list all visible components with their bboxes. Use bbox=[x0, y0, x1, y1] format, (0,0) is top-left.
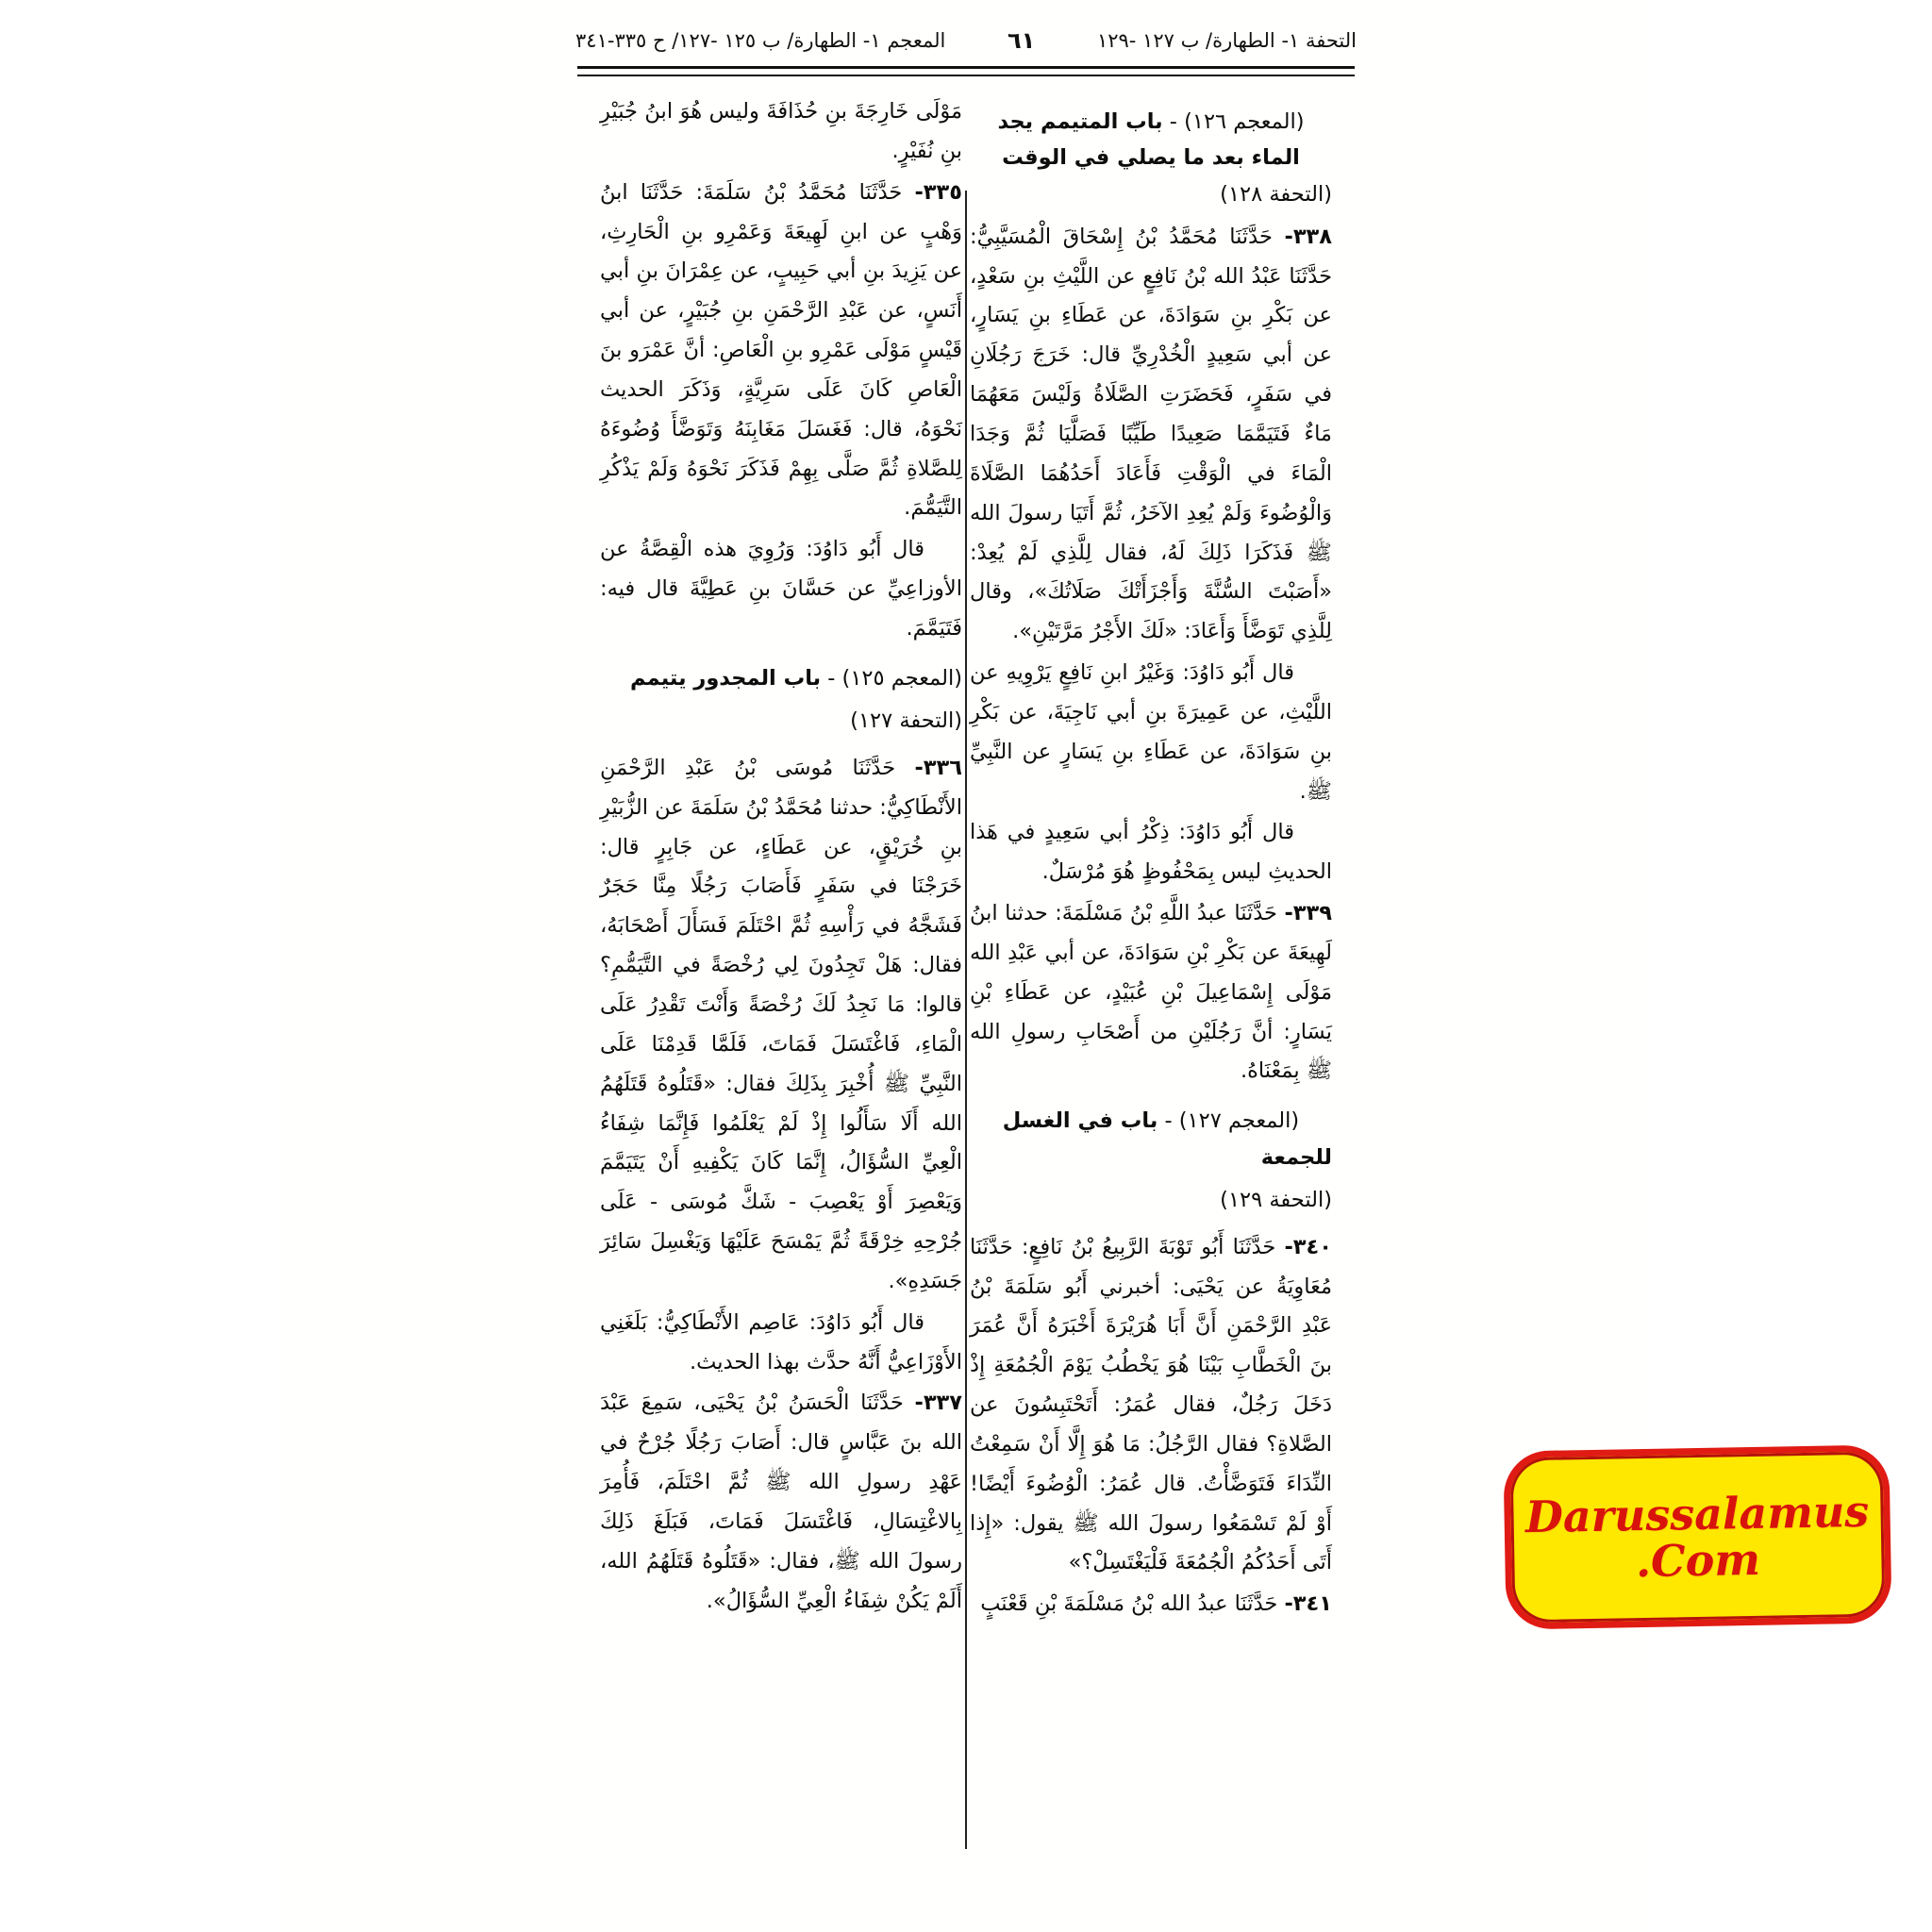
hadith-text: حَدَّثَنَا مُحَمَّدُ بْنُ سَلَمَةَ: حَدَّثَنَا ابنُ وَهْبٍ عن ابنِ لَهِيعَةَ وَعَمْرِو بنِ الْحَارِثِ، عن يَزِيدَ بنِ أبي حَبِيبٍ، عن عِمْرَانَ بنِ أبي أَنَسٍ، عن عَبْدِ الرَّحْمَنِ بنِ جُبَيْرٍ، عن أبي قَيْسٍ مَوْلَى عَمْرِو بنِ الْعَاصِ: أنَّ عَمْرَو بنَ الْعَاصِ كَانَ عَلَى سَرِيَّةٍ، وَذَكَرَ الحديث نَحْوَهُ، قال: فَغَسَلَ مَغَابِنَهُ وَتَوَضَّأَ وُضُوءَهُ لِلصَّلاةِ ثُمَّ صَلَّى بِهِمْ فَذَكَرَ نَحْوَهُ وَلَمْ يَذْكُرِ التَّيَمُّمَ. bbox=[600, 179, 962, 521]
column-right bbox=[583, 92, 966, 1894]
chapter-sub-reference: (التحفة ١٢٨) bbox=[1220, 181, 1332, 207]
hadith-number: ٣٣٧- bbox=[914, 1391, 963, 1416]
header-rule bbox=[577, 66, 1355, 76]
chapter-prefix: (المعجم ١٢٦) - bbox=[1169, 109, 1305, 134]
watermark-line-1: Darussalamus bbox=[1524, 1486, 1870, 1543]
hadith-text: حَدَّثَنَا مُحَمَّدُ بْنُ إِسْحَاقَ الْمُسَيَّبِيُّ: حَدَّثَنَا عَبْدُ الله بْنُ نَافِعٍ عن اللَّيْثِ بنِ سَعْدٍ، عن بَكْرِ بنِ سَوَادَةَ، عن عَطَاءِ بنِ يَسَارٍ، عن أبي سَعِيدٍ الْخُدْرِيِّ قال: خَرَجَ رَجُلَانِ في سَفَرٍ، فَحَضَرَتِ الصَّلَاةُ وَلَيْسَ مَعَهُمَا مَاءٌ فَتَيَمَّمَا صَعِيدًا طَيِّبًا فَصَلَّيَا ثُمَّ وَجَدَا الْمَاءَ في الْوَقْتِ فَأَعَادَ أَحَدُهُمَا الصَّلَاةَ وَالْوُضُوءَ وَلَمْ يُعِدِ الآخَرُ، ثُمَّ أَتَيَا رسولَ الله ﷺ فَذَكَرَا ذَلِكَ لَهُ، فقال لِلَّذِي لَمْ يُعِدْ: «أَصَبْتَ السُّنَّةَ وَأَجْزَأَتْكَ صَلَاتُكَ»، وقال لِلَّذِي تَوَضَّأَ وَأَعَادَ: «لَكَ الأَجْرُ مَرَّتَيْنِ». bbox=[970, 224, 1332, 644]
chapter-prefix: (المعجم ١٢٥) - bbox=[827, 665, 962, 691]
hadith-number: ٣٤٠- bbox=[1284, 1234, 1332, 1259]
text-columns bbox=[583, 92, 1349, 1894]
header-left-reference: التحفة ١- الطهارة/ ب ١٢٧ -١٢٩ bbox=[1096, 29, 1357, 52]
commentary-paragraph: قال أَبُو دَاوُدَ: وَرُوِيَ هذه الْقِصَّةُ عن الأوزاعِيِّ عن حَسَّانَ بنِ عَطِيَّةَ قال فيه: فَتَيَمَّمَ. bbox=[600, 537, 962, 641]
chapter-title: باب المتيمم يجد الماء بعد ما يصلي في الوقت bbox=[997, 109, 1300, 171]
chapter-heading-126 bbox=[970, 104, 1332, 212]
hadith-entry bbox=[970, 1228, 1332, 1584]
hadith-entry bbox=[600, 749, 962, 1302]
hadith-number: ٣٣٨- bbox=[1284, 224, 1333, 249]
chapter-title: باب المجدور يتيمم bbox=[629, 665, 822, 691]
hadith-text: حَدَّثَنَا الْحَسَنُ بْنُ يَحْيَى، سَمِعَ عَبْدَ الله بنَ عَبَّاسٍ قال: أَصَابَ رَجُلًا جُرْحٌ في عَهْدِ رسولِ الله ﷺ ثُمَّ احْتَلَمَ، فَأُمِرَ بِالاغْتِسَالِ، فَاغْتَسَلَ فَمَاتَ، فَبَلَغَ ذَلِكَ رسولَ الله ﷺ، فقال: «قَتَلُوهُ قَتَلَهُمُ الله، أَلَمْ يَكُنْ شِفَاءُ الْعِيِّ السُّؤَالُ». bbox=[600, 1391, 962, 1613]
page-sheet bbox=[283, 0, 1870, 1932]
chapter-heading-127 bbox=[970, 1103, 1332, 1175]
commentary-paragraph: قال أَبُو دَاوُدَ: ذِكْرُ أبي سَعِيدٍ في هَذا الحديثِ ليس بِمَحْفُوظٍ هُوَ مُرْسَلٌ. bbox=[970, 820, 1332, 885]
header-right-reference: المعجم ١- الطهارة/ ب ١٢٥ -١٢٧/ ح ٣٣٥-٣٤١ bbox=[575, 29, 946, 52]
chapter-title: باب في الغسل للجمعة bbox=[1002, 1108, 1332, 1170]
watermark-text bbox=[1524, 1486, 1871, 1587]
hadith-entry bbox=[970, 894, 1332, 1091]
chapter-prefix: (المعجم ١٢٧) - bbox=[1164, 1108, 1300, 1134]
hadith-entry bbox=[970, 1585, 1332, 1624]
page-margin-left bbox=[0, 0, 283, 1932]
hadith-text: حَدَّثَنَا عبدُ الله بْنُ مَسْلَمَةَ بْنِ قَعْنَبٍ bbox=[980, 1591, 1278, 1617]
hadith-number: ٣٣٥- bbox=[914, 179, 962, 205]
hadith-text: حَدَّثَنَا أَبُو تَوْبَةَ الرَّبِيعُ بْنُ نَافِعٍ: حَدَّثَنَا مُعَاوِيَةُ عن يَحْيَى: أخبرني أَبُو سَلَمَةَ بْنُ عَبْدِ الرَّحْمَنِ أَنَّ أَبَا هُرَيْرَةَ أَخْبَرَهُ أَنَّ عُمَرَ بنَ الْخَطَّابِ بَيْنَا هُوَ يَخْطُبُ يَوْمَ الْجُمُعَةِ إِذْ دَخَلَ رَجُلٌ، فقال عُمَرُ: أَتَحْتَبِسُونَ عن الصَّلاةِ؟ فقال الرَّجُلُ: مَا هُوَ إِلَّا أَنْ سَمِعْتُ النِّدَاءَ فَتَوَضَّأْتُ. قال عُمَرُ: الْوُضُوءَ أَيْضًا! أَوْ لَمْ تَسْمَعُوا رسولَ الله ﷺ يقول: «إِذا أَتَى أَحَدُكُمُ الْجُمُعَةَ فَلْيَغْتَسِلْ؟» bbox=[970, 1234, 1332, 1575]
page-header bbox=[575, 21, 1357, 60]
hadith-entry bbox=[600, 174, 962, 529]
page-margin-right bbox=[1649, 0, 1932, 1932]
chapter-sub-reference: (التحفة ١٢٧) bbox=[850, 708, 962, 734]
hadith-entry bbox=[600, 1384, 962, 1621]
hadith-number: ٣٤١- bbox=[1284, 1591, 1332, 1617]
hadith-number: ٣٣٦- bbox=[914, 755, 962, 780]
chapter-sub-reference: (التحفة ١٢٩) bbox=[1220, 1187, 1332, 1212]
commentary-paragraph: قال أَبُو دَاوُدَ: وَغَيْرُ ابنِ نَافِعٍ يَرْوِيهِ عن اللَّيْثِ، عن عَمِيرَةَ بنِ أبي نَاجِيَةَ، عن بَكْرِ بنِ سَوَادَةَ، عن عَطَاءِ بنِ يَسَارٍ عن النَّبِيِّ ﷺ. bbox=[970, 660, 1332, 804]
column-divider bbox=[965, 191, 967, 1849]
column-left bbox=[966, 92, 1349, 1894]
hadith-text: حَدَّثَنَا عبدُ اللَّهِ بْنُ مَسْلَمَةَ: حدثنا ابنُ لَهِيعَةَ عن بَكْرِ بْنِ سَوَادَةَ، عن أبي عَبْدِ الله مَوْلَى إِسْمَاعِيلَ بْنِ عُبَيْدٍ، عن عَطَاءِ بْنِ يَسَارٍ: أنَّ رَجُلَيْنِ من أَصْحَابِ رسولِ الله ﷺ بِمَعْنَاهُ. bbox=[970, 901, 1332, 1084]
hadith-entry bbox=[970, 218, 1332, 652]
commentary-paragraph: قال أَبُو دَاوُدَ: عَاصِم الأَنْطَاكِيُّ: بَلَغَنِي الأَوْزَاعِيُّ أَنَّهُ حدَّث بهذا الحديث. bbox=[600, 1309, 962, 1374]
page-number: ٦١ bbox=[1008, 27, 1036, 54]
hadith-number: ٣٣٩- bbox=[1284, 901, 1332, 926]
hadith-text: حَدَّثَنَا مُوسَى بْنُ عَبْدِ الرَّحْمَنِ الأَنْطَاكِيُّ: حدثنا مُحَمَّدُ بْنُ سَلَمَةَ عن الزُّبَيْرِ بنِ خُرَيْقٍ، عن عَطَاءٍ، عن جَابِرٍ قال: خَرَجْنَا في سَفَرٍ فَأَصَابَ رَجُلًا مِنَّا حَجَرٌ فَشَجَّهُ في رَأْسِهِ ثُمَّ احْتَلَمَ فَسَأَلَ أَصْحَابَهُ، فقال: هَلْ تَجِدُونَ لِي رُخْصَةً في التَّيَمُّمِ؟ قالوا: مَا نَجِدُ لَكَ رُخْصَةً وَأَنْتَ تَقْدِرُ عَلَى الْمَاءِ، فَاغْتَسَلَ فَمَاتَ، فَلَمَّا قَدِمْنَا عَلَى النَّبِيِّ ﷺ أُخْبِرَ بِذَلِكَ فقال: «قَتَلُوهُ قَتَلَهُمُ الله أَلَا سَأَلُوا إِذْ لَمْ يَعْلَمُوا فَإِنَّمَا شِفَاءُ الْعِيِّ السُّؤَالُ، إِنَّمَا كَانَ يَكْفِيهِ أَنْ يَتَيَمَّمَ وَيَعْصِرَ أَوْ يَعْصِبَ - شَكَّ مُوسَى - عَلَى جُرْحِهِ خِرْقَةً ثُمَّ يَمْسَحَ عَلَيْهَا وَيَغْسِلَ سَائِرَ جَسَدِهِ». bbox=[600, 755, 962, 1293]
continued-paragraph: مَوْلَى خَارِجَةَ بنِ حُذَافَةَ وليس هُوَ ابنُ جُبَيْرِ بنِ نُفَيْرٍ. bbox=[600, 99, 962, 163]
watermark-line-2: .Com bbox=[1635, 1533, 1761, 1587]
watermark-stamp bbox=[1503, 1444, 1891, 1629]
chapter-heading-125 bbox=[600, 660, 962, 696]
